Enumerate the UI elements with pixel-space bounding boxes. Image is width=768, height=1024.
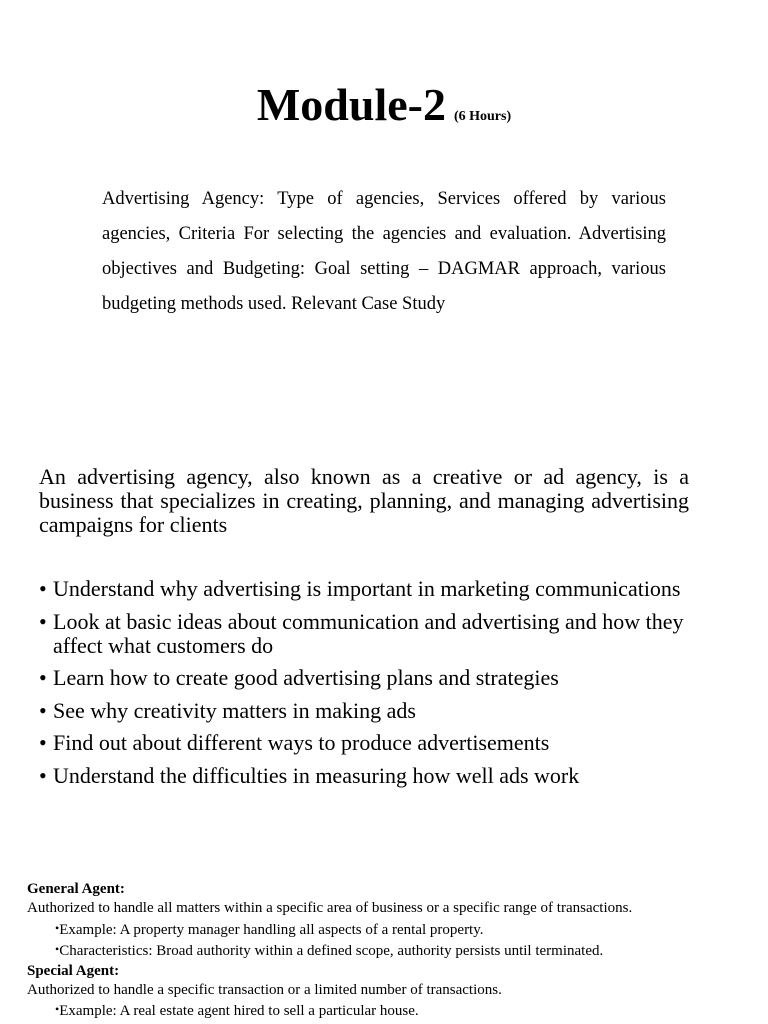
special-agent-heading: Special Agent:	[27, 962, 120, 979]
objectives-list	[39, 577, 689, 796]
list-item	[39, 577, 689, 601]
module-hours: (6 Hours)	[453, 109, 512, 124]
list-item-text: Learn how to create good advertising plans and strategies	[53, 665, 559, 690]
agent-types-section	[27, 880, 727, 1022]
list-item-text: Look at basic ideas about communication and advertising and how they affect what customers do	[53, 608, 684, 658]
list-item-text: Understand why advertising is important in marketing communications	[53, 576, 681, 601]
list-item	[39, 731, 689, 755]
module-title	[0, 78, 768, 131]
bullet-icon: •	[39, 762, 47, 788]
list-item	[39, 764, 689, 788]
bullet-icon: •	[39, 665, 47, 690]
list-item-text: See why creativity matters in making ads	[53, 697, 416, 723]
special-agent-description: Authorized to handle a specific transaction or a limited number of transactions.	[27, 982, 502, 999]
module-heading: Module-2	[256, 79, 446, 130]
list-item	[39, 699, 689, 723]
bullet-icon: •	[55, 920, 60, 935]
general-agent-point: •Example: A property manager handling all aspects of a rental property.	[55, 920, 484, 938]
general-agent-description: Authorized to handle all matters within a specific area of business or a specific range of transactions.	[27, 900, 633, 917]
special-agent-point: •Example: A real estate agent hired to sell a particular house.	[55, 1002, 419, 1020]
bullet-icon: •	[55, 942, 60, 957]
list-item	[39, 666, 689, 690]
bullet-icon: •	[55, 1002, 60, 1017]
list-item-text: Understand the difficulties in measuring how well ads work	[53, 762, 580, 788]
bullet-icon: •	[39, 730, 47, 755]
list-item-text: Find out about different ways to produce advertisements	[53, 730, 550, 755]
intro-paragraph: An advertising agency, also known as a creative or ad agency, is a business that specializes in creating, planning, and managing advertising campaigns for clients	[39, 464, 689, 537]
list-item	[39, 610, 689, 658]
bullet-icon: •	[39, 697, 47, 723]
syllabus-paragraph: Advertising Agency: Type of agencies, Services offered by various agencies, Criteria For selecting the agencies and evaluation. Advertising objectives and Budgeting: Goal setting – DAGMAR approach, various budgeting methods used. Relevant Case Study	[102, 189, 666, 314]
general-agent-point: •Characteristics: Broad authority within a defined scope, authority persists until terminated.	[55, 942, 604, 960]
bullet-icon: •	[39, 576, 47, 601]
bullet-icon: •	[39, 608, 47, 634]
general-agent-heading: General Agent:	[27, 881, 125, 897]
